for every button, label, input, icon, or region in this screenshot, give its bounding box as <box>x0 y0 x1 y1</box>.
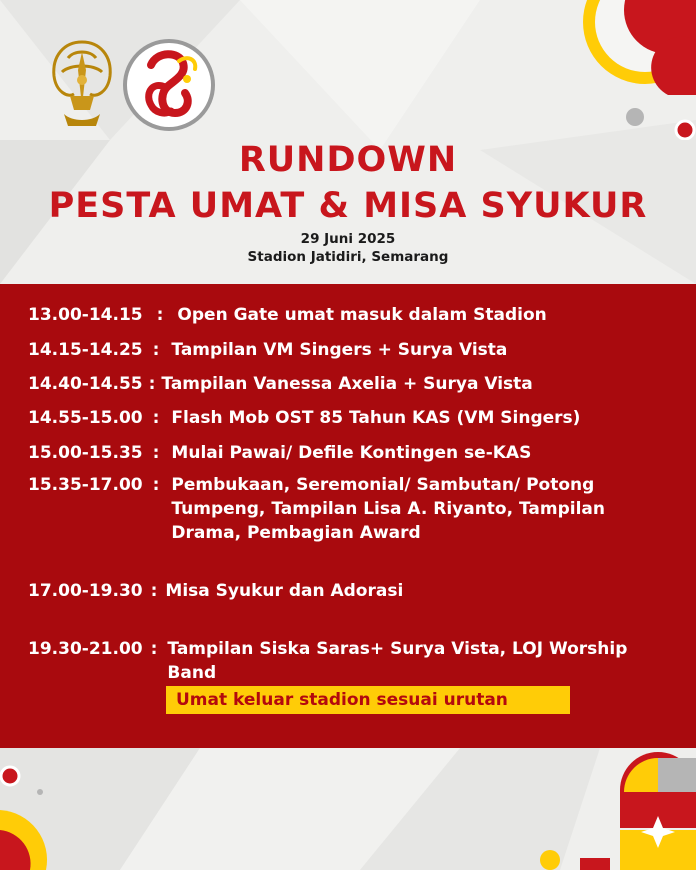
exit-order-note: Umat keluar stadion sesuai urutan <box>166 686 570 714</box>
schedule-time: 14.15-14.25 <box>28 340 143 360</box>
schedule-row <box>28 637 682 685</box>
schedule-colon: : <box>148 374 156 394</box>
schedule-time: 15.00-15.35 <box>28 443 143 463</box>
diocese-crest-logo <box>44 36 120 132</box>
schedule-colon: : <box>152 475 160 495</box>
schedule-row <box>28 303 682 327</box>
schedule-desc: Tampilan VM Singers + Surya Vista <box>171 340 508 360</box>
schedule-row <box>28 406 682 430</box>
schedule-desc: Pembukaan, Seremonial/ Sambutan/ Potong Tumpeng, Tampilan Lisa A. Riyanto, Tampilan Drama, Pembagian Award <box>171 475 605 543</box>
bottom-right-decoration <box>540 748 696 870</box>
schedule-colon: : <box>150 639 158 659</box>
schedule-desc: Tampilan Siska Saras+ Surya Vista, LOJ Worship Band <box>167 639 628 683</box>
title-line-2: PESTA UMAT & MISA SYUKUR <box>48 186 648 226</box>
schedule-desc: Mulai Pawai/ Defile Kontingen se-KAS <box>171 443 532 463</box>
top-right-decoration <box>530 0 696 140</box>
event-date: 29 Juni 2025 <box>300 231 396 247</box>
85-anniversary-logo <box>121 37 217 133</box>
schedule-row <box>28 338 682 362</box>
schedule-row <box>28 441 682 465</box>
schedule-desc: Flash Mob OST 85 Tahun KAS (VM Singers) <box>171 408 581 428</box>
schedule-time: 14.40-14.55 <box>28 374 143 394</box>
schedule-desc: Tampilan Vanessa Axelia + Surya Vista <box>161 374 533 394</box>
schedule-desc: Open Gate umat masuk dalam Stadion <box>177 305 547 325</box>
schedule-time: 17.00-19.30 <box>28 581 143 601</box>
schedule-colon: : <box>152 340 160 360</box>
schedule-desc: Misa Syukur dan Adorasi <box>165 581 404 601</box>
schedule-colon: : <box>152 408 160 428</box>
schedule-row <box>28 473 682 545</box>
schedule-time: 15.35-17.00 <box>28 475 143 495</box>
schedule-colon: : <box>152 443 160 463</box>
schedule-time: 14.55-15.00 <box>28 408 143 428</box>
title-line-1: RUNDOWN <box>238 140 458 180</box>
schedule-row <box>28 579 682 603</box>
schedule-colon: : <box>150 581 158 601</box>
schedule-colon: : <box>156 305 164 325</box>
schedule-row <box>28 372 682 396</box>
bottom-left-decoration <box>0 748 90 870</box>
event-venue: Stadion Jatidiri, Semarang <box>247 249 449 265</box>
schedule-time: 13.00-14.15 <box>28 305 143 325</box>
schedule-time: 19.30-21.00 <box>28 639 143 659</box>
